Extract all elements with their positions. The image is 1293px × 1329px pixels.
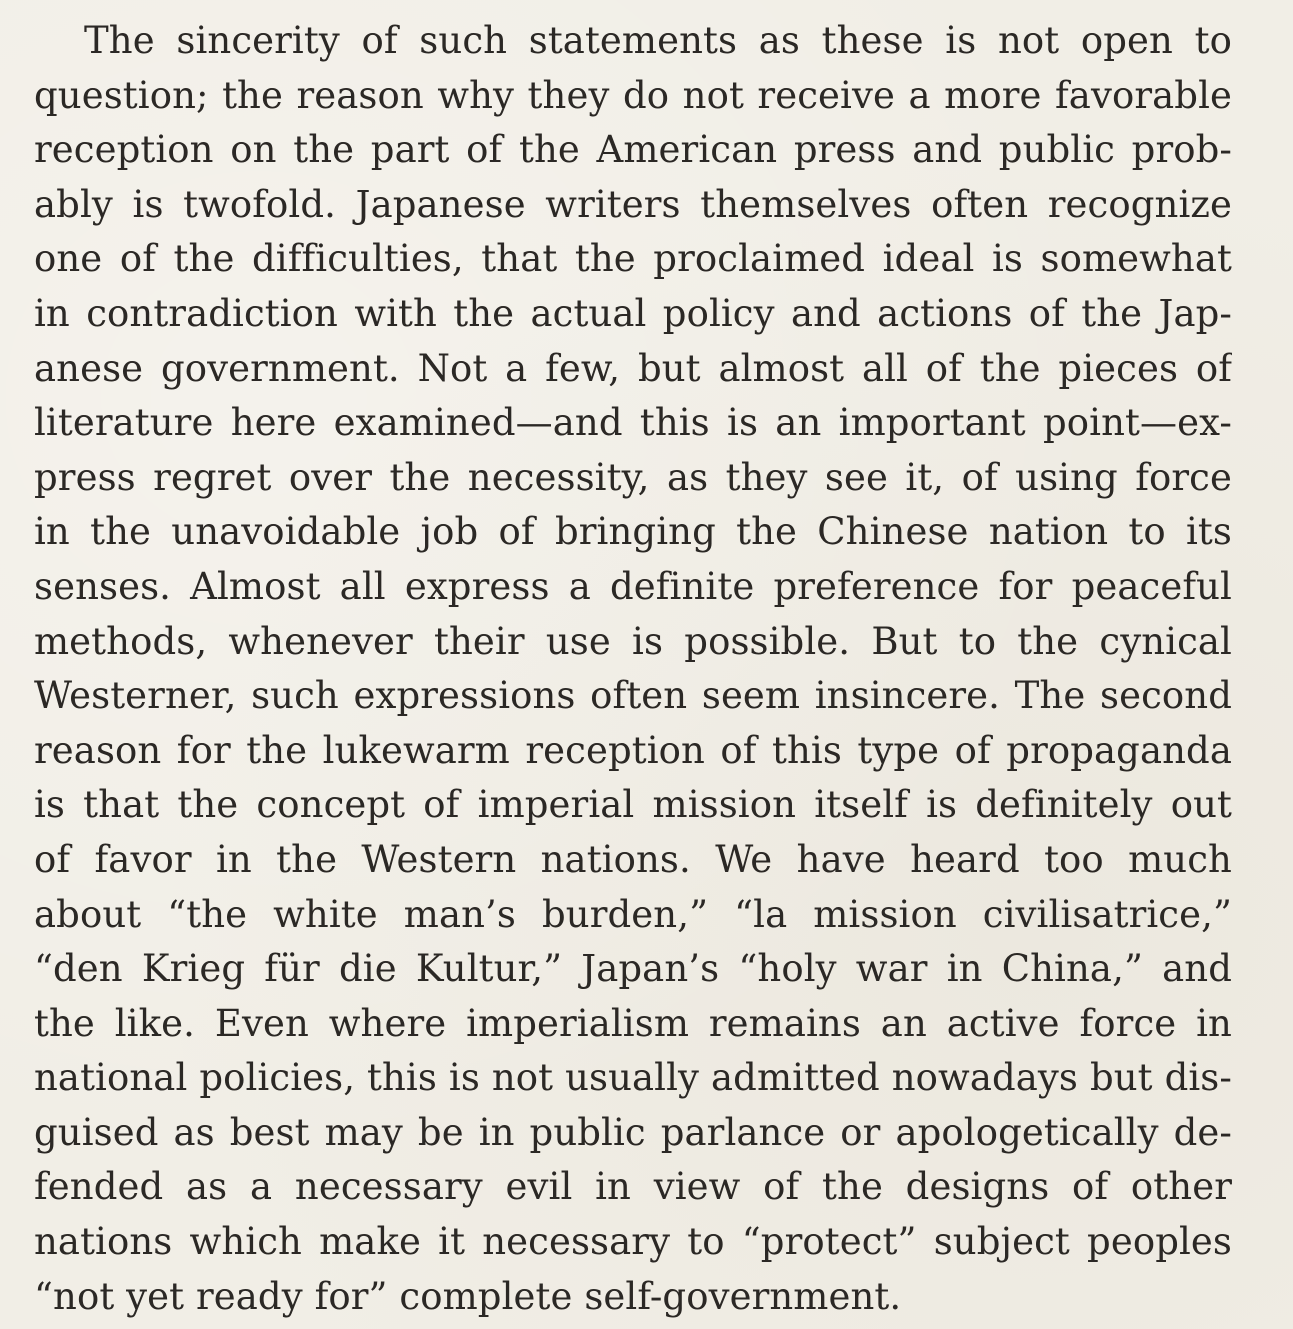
paragraph-line-20: national policies, this is not usually admitted nowadays but dis- xyxy=(34,1056,1232,1100)
paragraph-line-4: ably is twofold. Japanese writers themselves often recognize xyxy=(34,182,1232,226)
paragraph-line-19: the like. Even where imperialism remains an active force in xyxy=(34,1001,1232,1045)
paragraph-line-10: in the unavoidable job of bringing the Chinese nation to its xyxy=(34,510,1232,554)
paragraph-line-17: about “the white man’s burden,” “la mission civilisatrice,” xyxy=(34,892,1232,936)
paragraph-line-7: anese government. Not a few, but almost all of the pieces of xyxy=(34,346,1232,390)
paragraph-line-8: literature here examined—and this is an important point—ex- xyxy=(34,401,1232,445)
paragraph-line-2: question; the reason why they do not receive a more favorable xyxy=(34,73,1232,117)
paragraph-line-16: of favor in the Western nations. We have heard too much xyxy=(34,837,1232,881)
paragraph-line-15: is that the concept of imperial mission itself is definitely out xyxy=(34,783,1232,827)
paragraph-line-5: one of the difficulties, that the proclaimed ideal is somewhat xyxy=(34,237,1232,281)
paragraph-line-11: senses. Almost all express a definite preference for peaceful xyxy=(34,564,1232,608)
paragraph-line-6: in contradiction with the actual policy and actions of the Jap- xyxy=(34,291,1232,335)
paragraph-line-24: “not yet ready for” complete self-government. xyxy=(34,1274,902,1318)
paragraph-line-23: nations which make it necessary to “protect” subject peoples xyxy=(34,1220,1232,1264)
body-paragraph xyxy=(34,14,1232,1324)
paragraph-line-13: Westerner, such expressions often seem insincere. The second xyxy=(34,674,1232,718)
paragraph-line-18: “den Krieg für die Kultur,” Japan’s “holy war in China,” and xyxy=(34,947,1232,991)
paragraph-line-21: guised as best may be in public parlance or apologetically de- xyxy=(34,1110,1232,1154)
paragraph-line-22: fended as a necessary evil in view of the designs of other xyxy=(34,1165,1232,1209)
paragraph-line-9: press regret over the necessity, as they see it, of using force xyxy=(34,455,1232,499)
paragraph-line-1: The sincerity of such statements as these is not open to xyxy=(84,19,1232,62)
paragraph-line-3: reception on the part of the American press and public prob- xyxy=(34,128,1232,172)
paragraph-line-14: reason for the lukewarm reception of this type of propaganda xyxy=(34,728,1232,772)
paragraph-line-12: methods, whenever their use is possible. But to the cynical xyxy=(34,619,1232,663)
